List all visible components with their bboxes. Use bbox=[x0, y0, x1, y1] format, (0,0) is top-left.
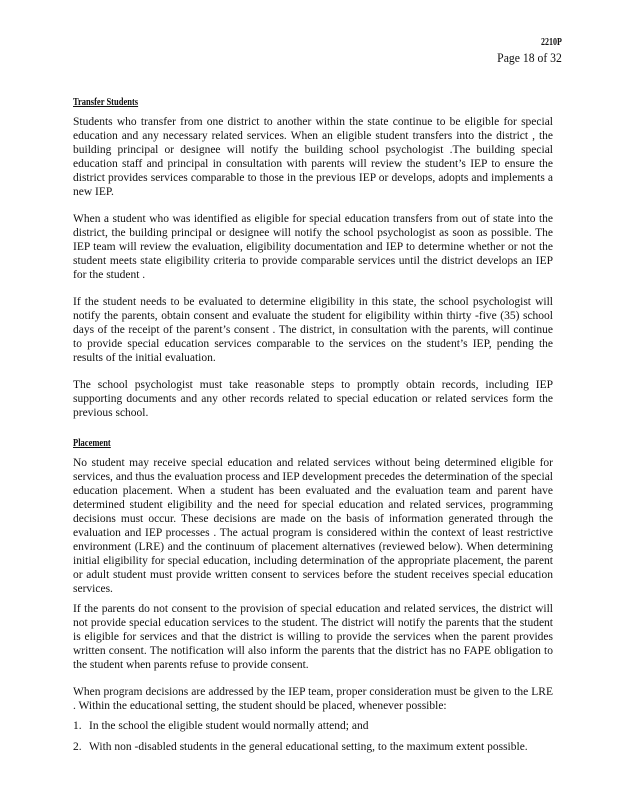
policy-code: 2210P bbox=[541, 37, 562, 48]
section-heading-placement: Placement bbox=[73, 438, 111, 449]
list-text: In the school the eligible student would normally attend; and bbox=[89, 720, 369, 732]
list-text: With non -disabled students in the general educational setting, to the maximum extent possible. bbox=[89, 741, 528, 753]
paragraph: When program decisions are addressed by the IEP team, proper consideration must be given to the LRE . Within the educational setting, the student should be placed, whenever possible: bbox=[73, 686, 553, 712]
paragraph: No student may receive special education and related services without being determined eligible for services, and thus the evaluation process and IEP development precedes the determination of the special education placement. When a student has been evaluated and the evaluation team and parent have determined student eligibility and the need for special education and related services, programming decisions must occur. These decisions are made on the basis of information generated through the evaluation and IEP processes . The actual program is considered within the context of least restrictive environment (LRE) and the continuum of placement alternatives (reviewed below). When determining initial eligibility for special education, including determination of the appropriate placement, the parent or adult student must provide written consent to services before the student receives special education services. bbox=[73, 457, 553, 595]
section-heading-transfer: Transfer Students bbox=[73, 97, 139, 108]
paragraph: Students who transfer from one district to another within the state continue to be eligible for special education and any necessary related services. When an eligible student transfers into the district , the building principal or designee will notify the building school psychologist .The building special education staff and principal in consultation with parents will review the student’s IEP to ensure the district provides services comparable to those in the previous IEP or develops, adopts and implements a new IEP. bbox=[73, 116, 553, 198]
page-header bbox=[490, 37, 562, 66]
page-number: Page 18 of 32 bbox=[497, 50, 562, 65]
paragraph: If the parents do not consent to the provision of special education and related services, the district will not provide special education services to the student. The district will notify the parents that the student is eligible for services and that the district is willing to provide the services when the parent provides written consent. The notification will also inform the parents that the district has no FAPE obligation to the student when parents refuse to provide consent. bbox=[73, 603, 553, 671]
list-number: 2. bbox=[73, 741, 82, 753]
list-item bbox=[73, 740, 553, 754]
list-number: 1. bbox=[73, 720, 82, 732]
document-body bbox=[73, 92, 553, 761]
paragraph: If the student needs to be evaluated to determine eligibility in this state, the school psychologist will notify the parents, obtain consent and evaluate the student for eligibility within thirty -five (35) school days of the receipt of the parent’s consent . The district, in consultation with the parents, will continue to provide special education services comparable to the services on the student’s IEP, pending the results of the initial evaluation. bbox=[73, 296, 553, 364]
list-item bbox=[73, 719, 553, 733]
paragraph: The school psychologist must take reasonable steps to promptly obtain records, including IEP supporting documents and any other records related to special education or related services form the previous school. bbox=[73, 379, 553, 419]
paragraph: When a student who was identified as eligible for special education transfers from out of state into the district, the building principal or designee will notify the school psychologist as soon as possible. The IEP team will review the evaluation, eligibility documentation and IEP to determine whether or not the student meets state eligibility criteria to provide comparable services until the district develops an IEP for the student . bbox=[73, 213, 553, 281]
